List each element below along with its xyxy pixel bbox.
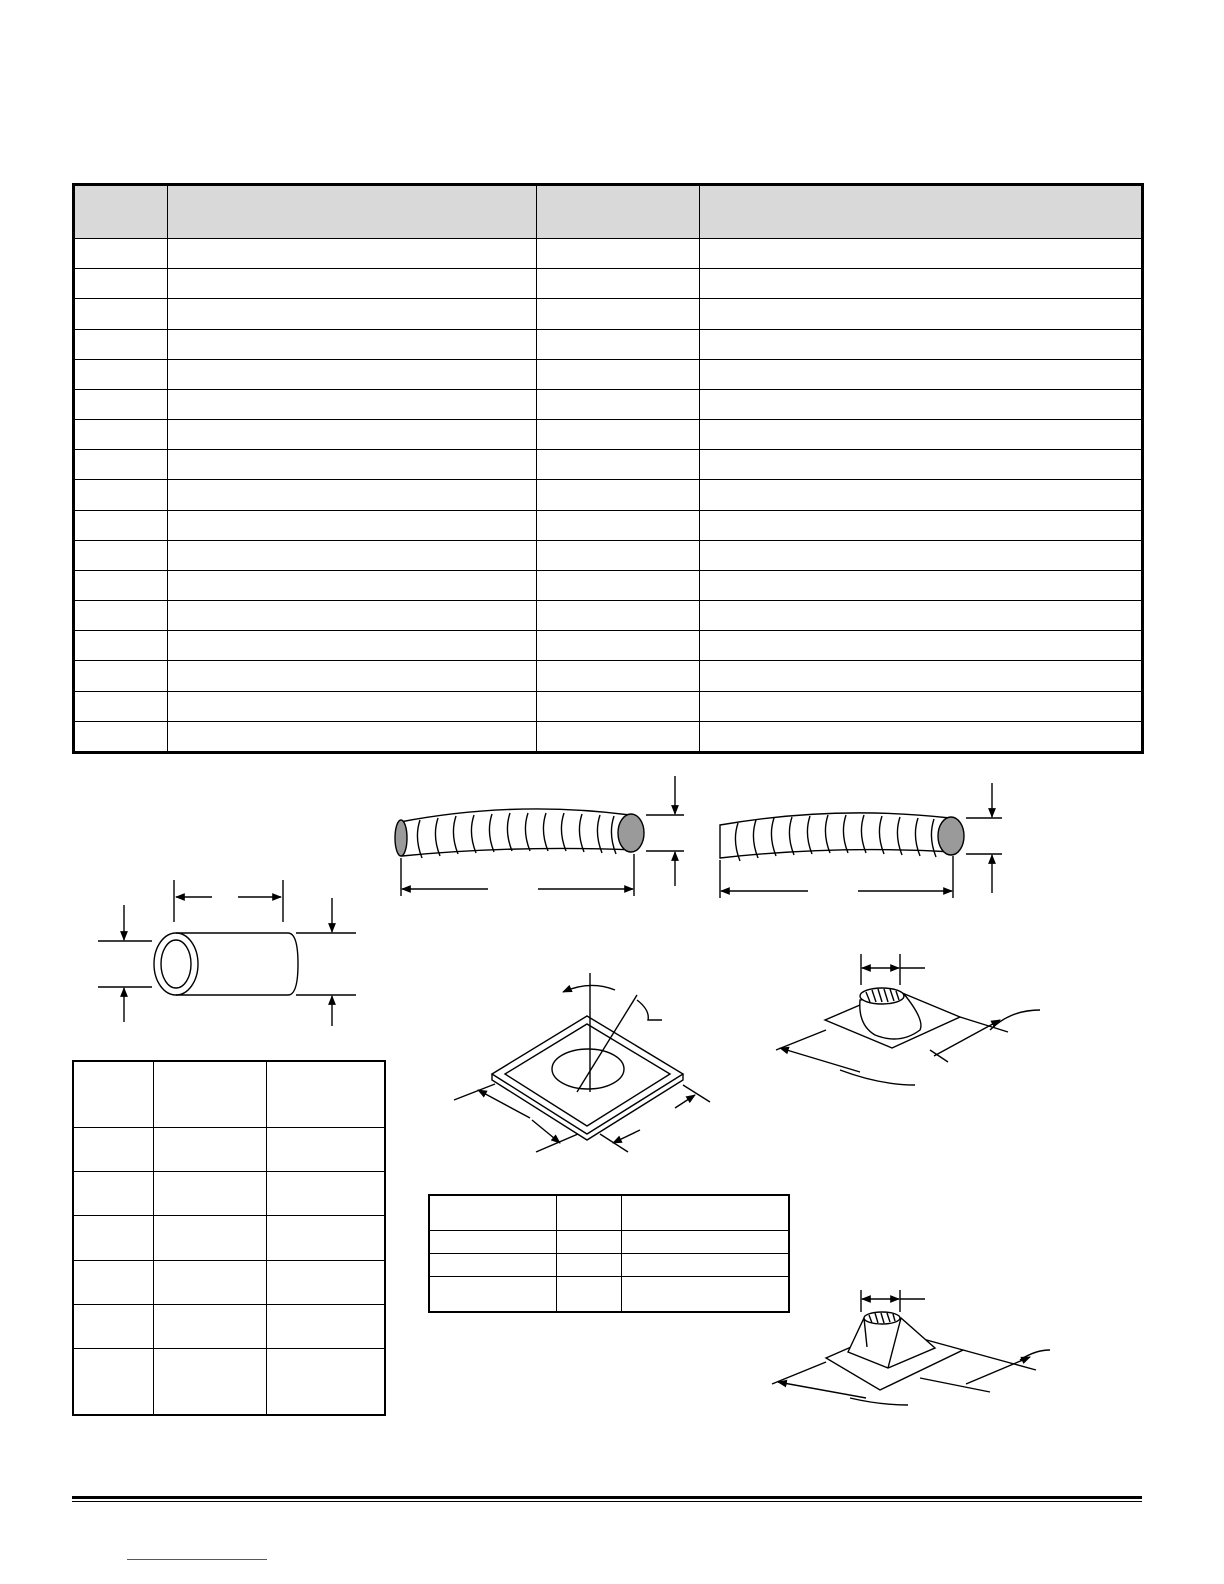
roof-flashing-icon [776,954,1040,1085]
flex-pipe-icon [395,776,684,896]
flex-pipe-icon [720,783,1002,898]
roof-flashing-steep-icon [772,1290,1050,1405]
firestop-plate-icon [454,973,710,1152]
footer-link-underline[interactable] [127,1559,267,1560]
straight-pipe-icon [98,880,356,1026]
footer-rule [72,1496,1142,1499]
footer-rule-thin [72,1501,1142,1502]
